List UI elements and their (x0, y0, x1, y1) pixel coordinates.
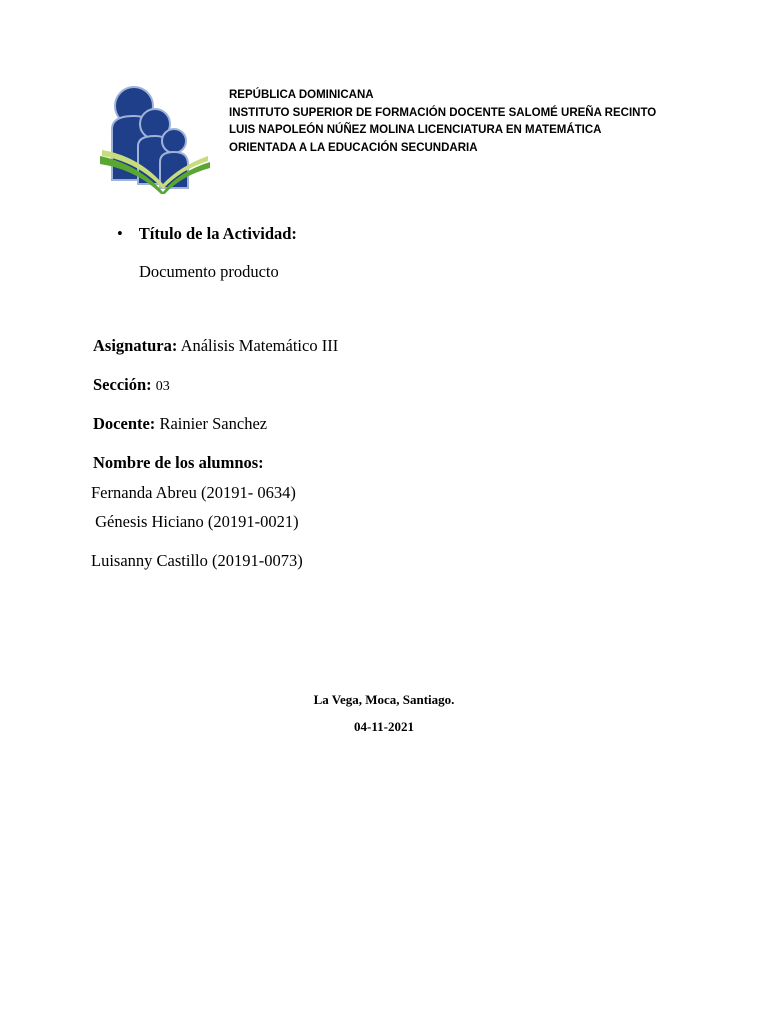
students-label: Nombre de los alumnos: (93, 453, 264, 472)
student-name: Génesis Hiciano (20191-0021) (91, 512, 299, 531)
date: 04-11-2021 (354, 719, 414, 734)
student-name: Luisanny Castillo (20191-0073) (91, 551, 303, 570)
header-line: REPÚBLICA DOMINICANA (229, 89, 374, 101)
header-line: LUIS NAPOLEÓN NÚÑEZ MOLINA LICENCIATURA EN MATEMÁTICA (229, 124, 602, 136)
activity-title-label: • Título de la Actividad: (117, 224, 297, 243)
institution-header (229, 87, 656, 157)
student-name: Fernanda Abreu (20191- 0634) (91, 483, 296, 502)
subject-line: Asignatura: Análisis Matemático III (93, 336, 339, 355)
header-line: ORIENTADA A LA EDUCACIÓN SECUNDARIA (229, 141, 478, 154)
teacher-line: Docente: Rainier Sanchez (93, 414, 268, 433)
header-line: INSTITUTO SUPERIOR DE FORMACIÓN DOCENTE SALOMÉ UREÑA RECINTO (229, 106, 657, 119)
bullet-icon: • (117, 224, 123, 243)
institution-logo (98, 84, 210, 194)
location: La Vega, Moca, Santiago. (313, 692, 455, 707)
activity-title-value: Documento producto (139, 262, 279, 281)
section-line: Sección: 03 (93, 375, 170, 394)
